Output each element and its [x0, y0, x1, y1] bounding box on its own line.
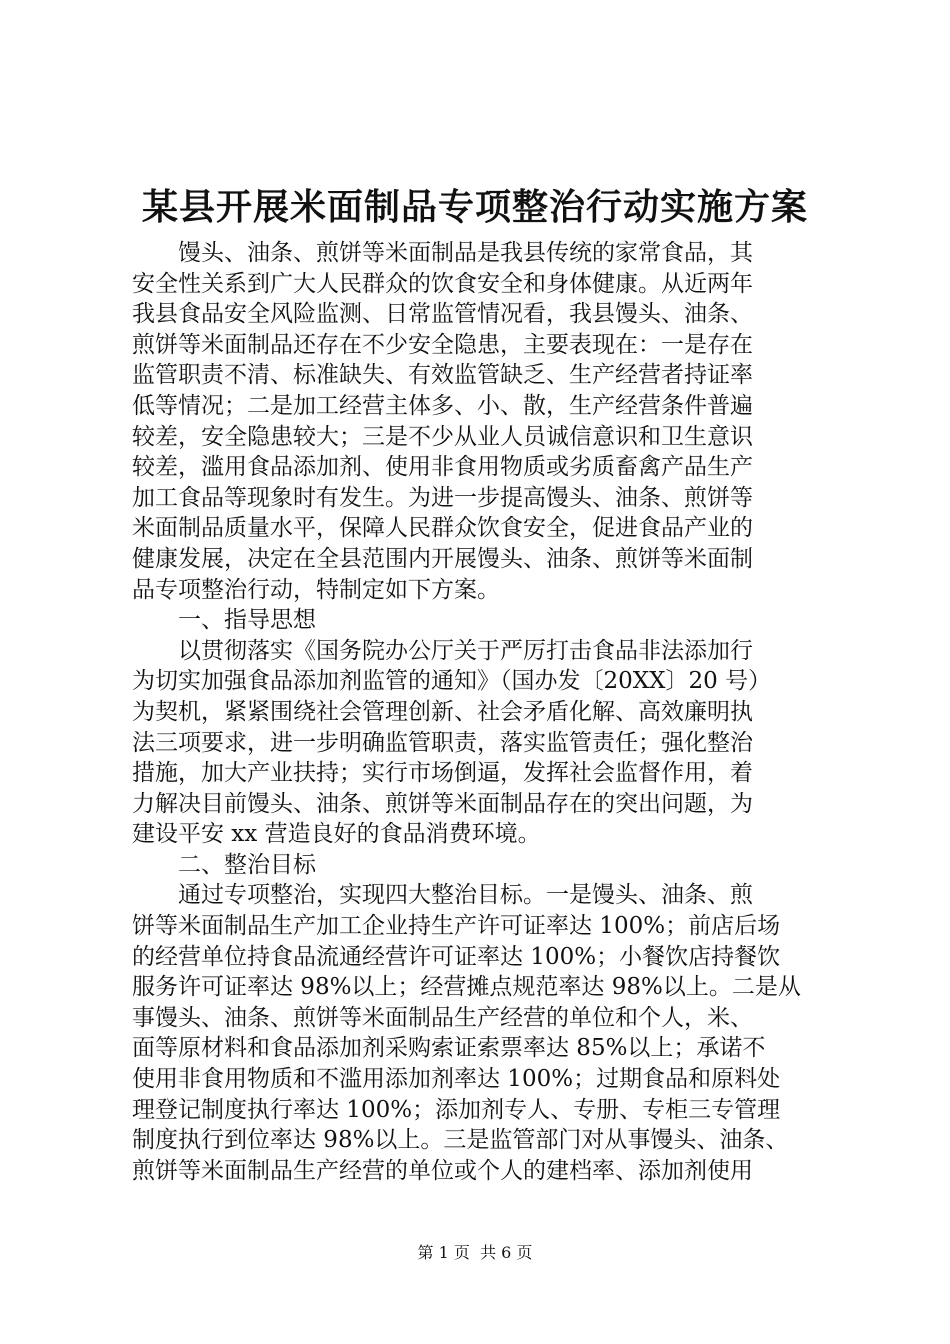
body-line: 较差，安全隐患较大；三是不少从业人员诚信意识和卫生意识 — [132, 423, 753, 450]
body-line: 馒头、油条、煎饼等米面制品是我县传统的家常食品，其 — [132, 240, 753, 266]
body-line: 健康发展，决定在全县范围内开展馒头、油条、煎饼等米面制 — [132, 545, 753, 572]
body-line: 监管职责不清、标准缺失、有效监管缺乏、生产经营者持证率 — [132, 362, 753, 389]
body-line: 制度执行到位率达 98%以上。三是监管部门对从事馒头、油条、 — [132, 1127, 789, 1154]
body-line: 以贯彻落实《国务院办公厅关于严厉打击食品非法添加行 — [132, 637, 753, 664]
body-line: 加工食品等现象时有发生。为进一步提高馒头、油条、煎饼等 — [132, 484, 753, 511]
page-footer: 第 1 页 共 6 页 — [417, 1243, 533, 1262]
body-line: 服务许可证率达 98%以上；经营摊点规范率达 98%以上。二是从 — [132, 974, 801, 1001]
body-line: 建设平安 xx 营造良好的食品消费环境。 — [132, 821, 541, 848]
body-line: 煎饼等米面制品还存在不少安全隐患，主要表现在：一是存在 — [132, 331, 753, 358]
document-body — [132, 238, 832, 1186]
body-line: 我县食品安全风险监测、日常监管情况看，我县馒头、油条、 — [132, 301, 753, 328]
body-line: 理登记制度执行率达 100%；添加剂专人、专册、专柜三专管理 — [132, 1096, 781, 1123]
section-heading: 二、整治目标 — [132, 851, 316, 878]
body-line: 为切实加强食品添加剂监管的通知》（国办发〔20XX〕20 号） — [132, 668, 772, 695]
body-line: 面等原材料和食品添加剂采购索证索票率达 85%以上；承诺不 — [132, 1035, 766, 1062]
body-line: 法三项要求，进一步明确监管职责，落实监管责任；强化整治 — [132, 729, 753, 756]
body-line: 的经营单位持食品流通经营许可证率达 100%；小餐饮店持餐饮 — [132, 943, 781, 970]
body-line: 措施，加大产业扶持；实行市场倒逼，发挥社会监督作用，着 — [132, 760, 753, 787]
body-line: 较差，滥用食品添加剂、使用非食用物质或劣质畜禽产品生产 — [132, 454, 753, 481]
body-line: 品专项整治行动，特制定如下方案。 — [132, 576, 500, 603]
body-line: 力解决目前馒头、油条、煎饼等米面制品存在的突出问题，为 — [132, 790, 753, 817]
body-line: 米面制品质量水平，保障人民群众饮食安全，促进食品产业的 — [132, 515, 753, 542]
section-heading: 一、指导思想 — [132, 607, 316, 634]
body-line: 使用非食用物质和不滥用添加剂率达 100%；过期食品和原料处 — [132, 1066, 781, 1093]
document-title: 某县开展米面制品专项整治行动实施方案 — [141, 186, 808, 228]
body-line: 煎饼等米面制品生产经营的单位或个人的建档率、添加剂使用 — [132, 1157, 753, 1184]
body-line: 通过专项整治，实现四大整治目标。一是馒头、油条、煎 — [132, 882, 753, 909]
body-line: 饼等米面制品生产加工企业持生产许可证率达 100%；前店后场 — [132, 913, 781, 940]
body-line: 安全性关系到广大人民群众的饮食安全和身体健康。从近两年 — [132, 270, 753, 297]
body-line: 低等情况；二是加工经营主体多、小、散，生产经营条件普遍 — [132, 392, 753, 419]
body-line: 事馒头、油条、煎饼等米面制品生产经营的单位和个人，米、 — [132, 1004, 753, 1031]
body-line: 为契机，紧紧围绕社会管理创新、社会矛盾化解、高效廉明执 — [132, 698, 753, 725]
